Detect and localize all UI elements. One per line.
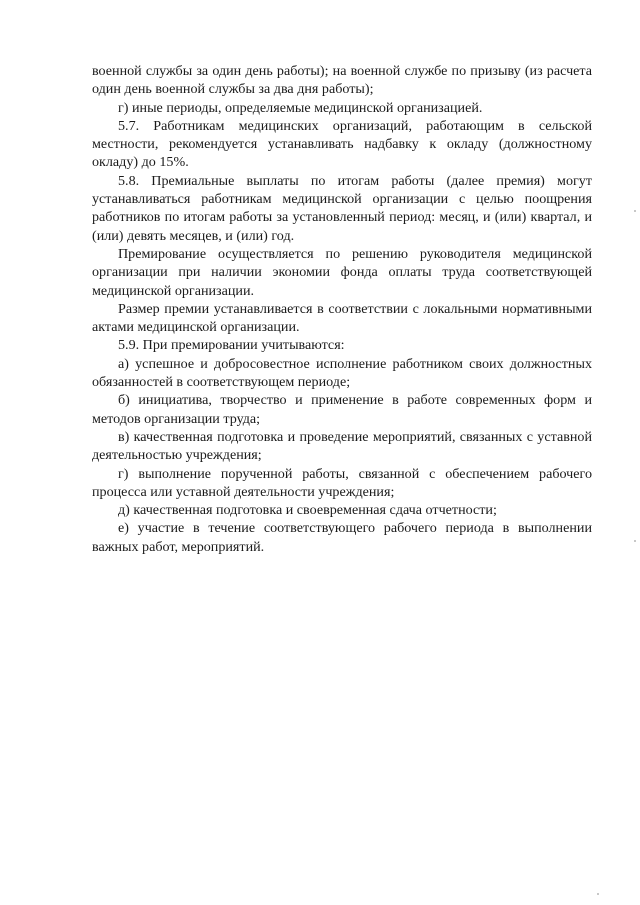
list-item-b: б) инициатива, творчество и применение в работе современных форм и методов организации труда; xyxy=(92,392,592,427)
scan-artifact-bottom-right xyxy=(597,893,599,895)
paragraph-5-8: 5.8. Премиальные выплаты по итогам работы (далее премия) могут устанавливаться работникам медицинской организации с целью поощрения работников по итогам работы за установленный период: месяц, и (или) квартал, и (или) девять месяцев, и (или) год. xyxy=(92,172,592,244)
paragraph-military-service-continuation: военной службы за один день работы); на военной службе по призыву (из расчета один день военной службы за два дня работы); xyxy=(92,63,592,98)
list-item-a: а) успешное и добросовестное исполнение работником своих должностных обязанностей в соответствующем периоде; xyxy=(92,355,592,391)
document-body xyxy=(92,62,592,556)
scan-artifact-middle-right xyxy=(634,540,636,542)
paragraph-item-g-other-periods: г) иные периоды, определяемые медицинской организацией. xyxy=(118,99,483,116)
paragraph-5-7: 5.7. Работникам медицинских организаций, работающим в сельской местности, рекомендуется устанавливать надбавку к окладу (должностному окладу) до 15%. xyxy=(92,117,592,171)
list-item-e: е) участие в течение соответствующего рабочего периода в выполнении важных работ, мероприятий. xyxy=(92,520,592,555)
paragraph-bonus-decision: Премирование осуществляется по решению руководителя медицинской организации при наличии экономии фонда оплаты труда соответствующей медицинской организации. xyxy=(92,245,592,299)
scan-artifact-top-right xyxy=(634,210,636,212)
paragraph-bonus-size: Размер премии устанавливается в соответствии с локальными нормативными актами медицинской организации. xyxy=(92,300,592,336)
list-item-g: г) выполнение порученной работы, связанной с обеспечением рабочего процесса или уставной деятельности учреждения; xyxy=(92,465,592,500)
list-item-d: д) качественная подготовка и своевременная сдача отчетности; xyxy=(118,502,497,519)
list-item-v: в) качественная подготовка и проведение мероприятий, связанных с уставной деятельностью учреждения; xyxy=(92,428,592,464)
paragraph-5-9: 5.9. При премировании учитываются: xyxy=(118,337,345,354)
